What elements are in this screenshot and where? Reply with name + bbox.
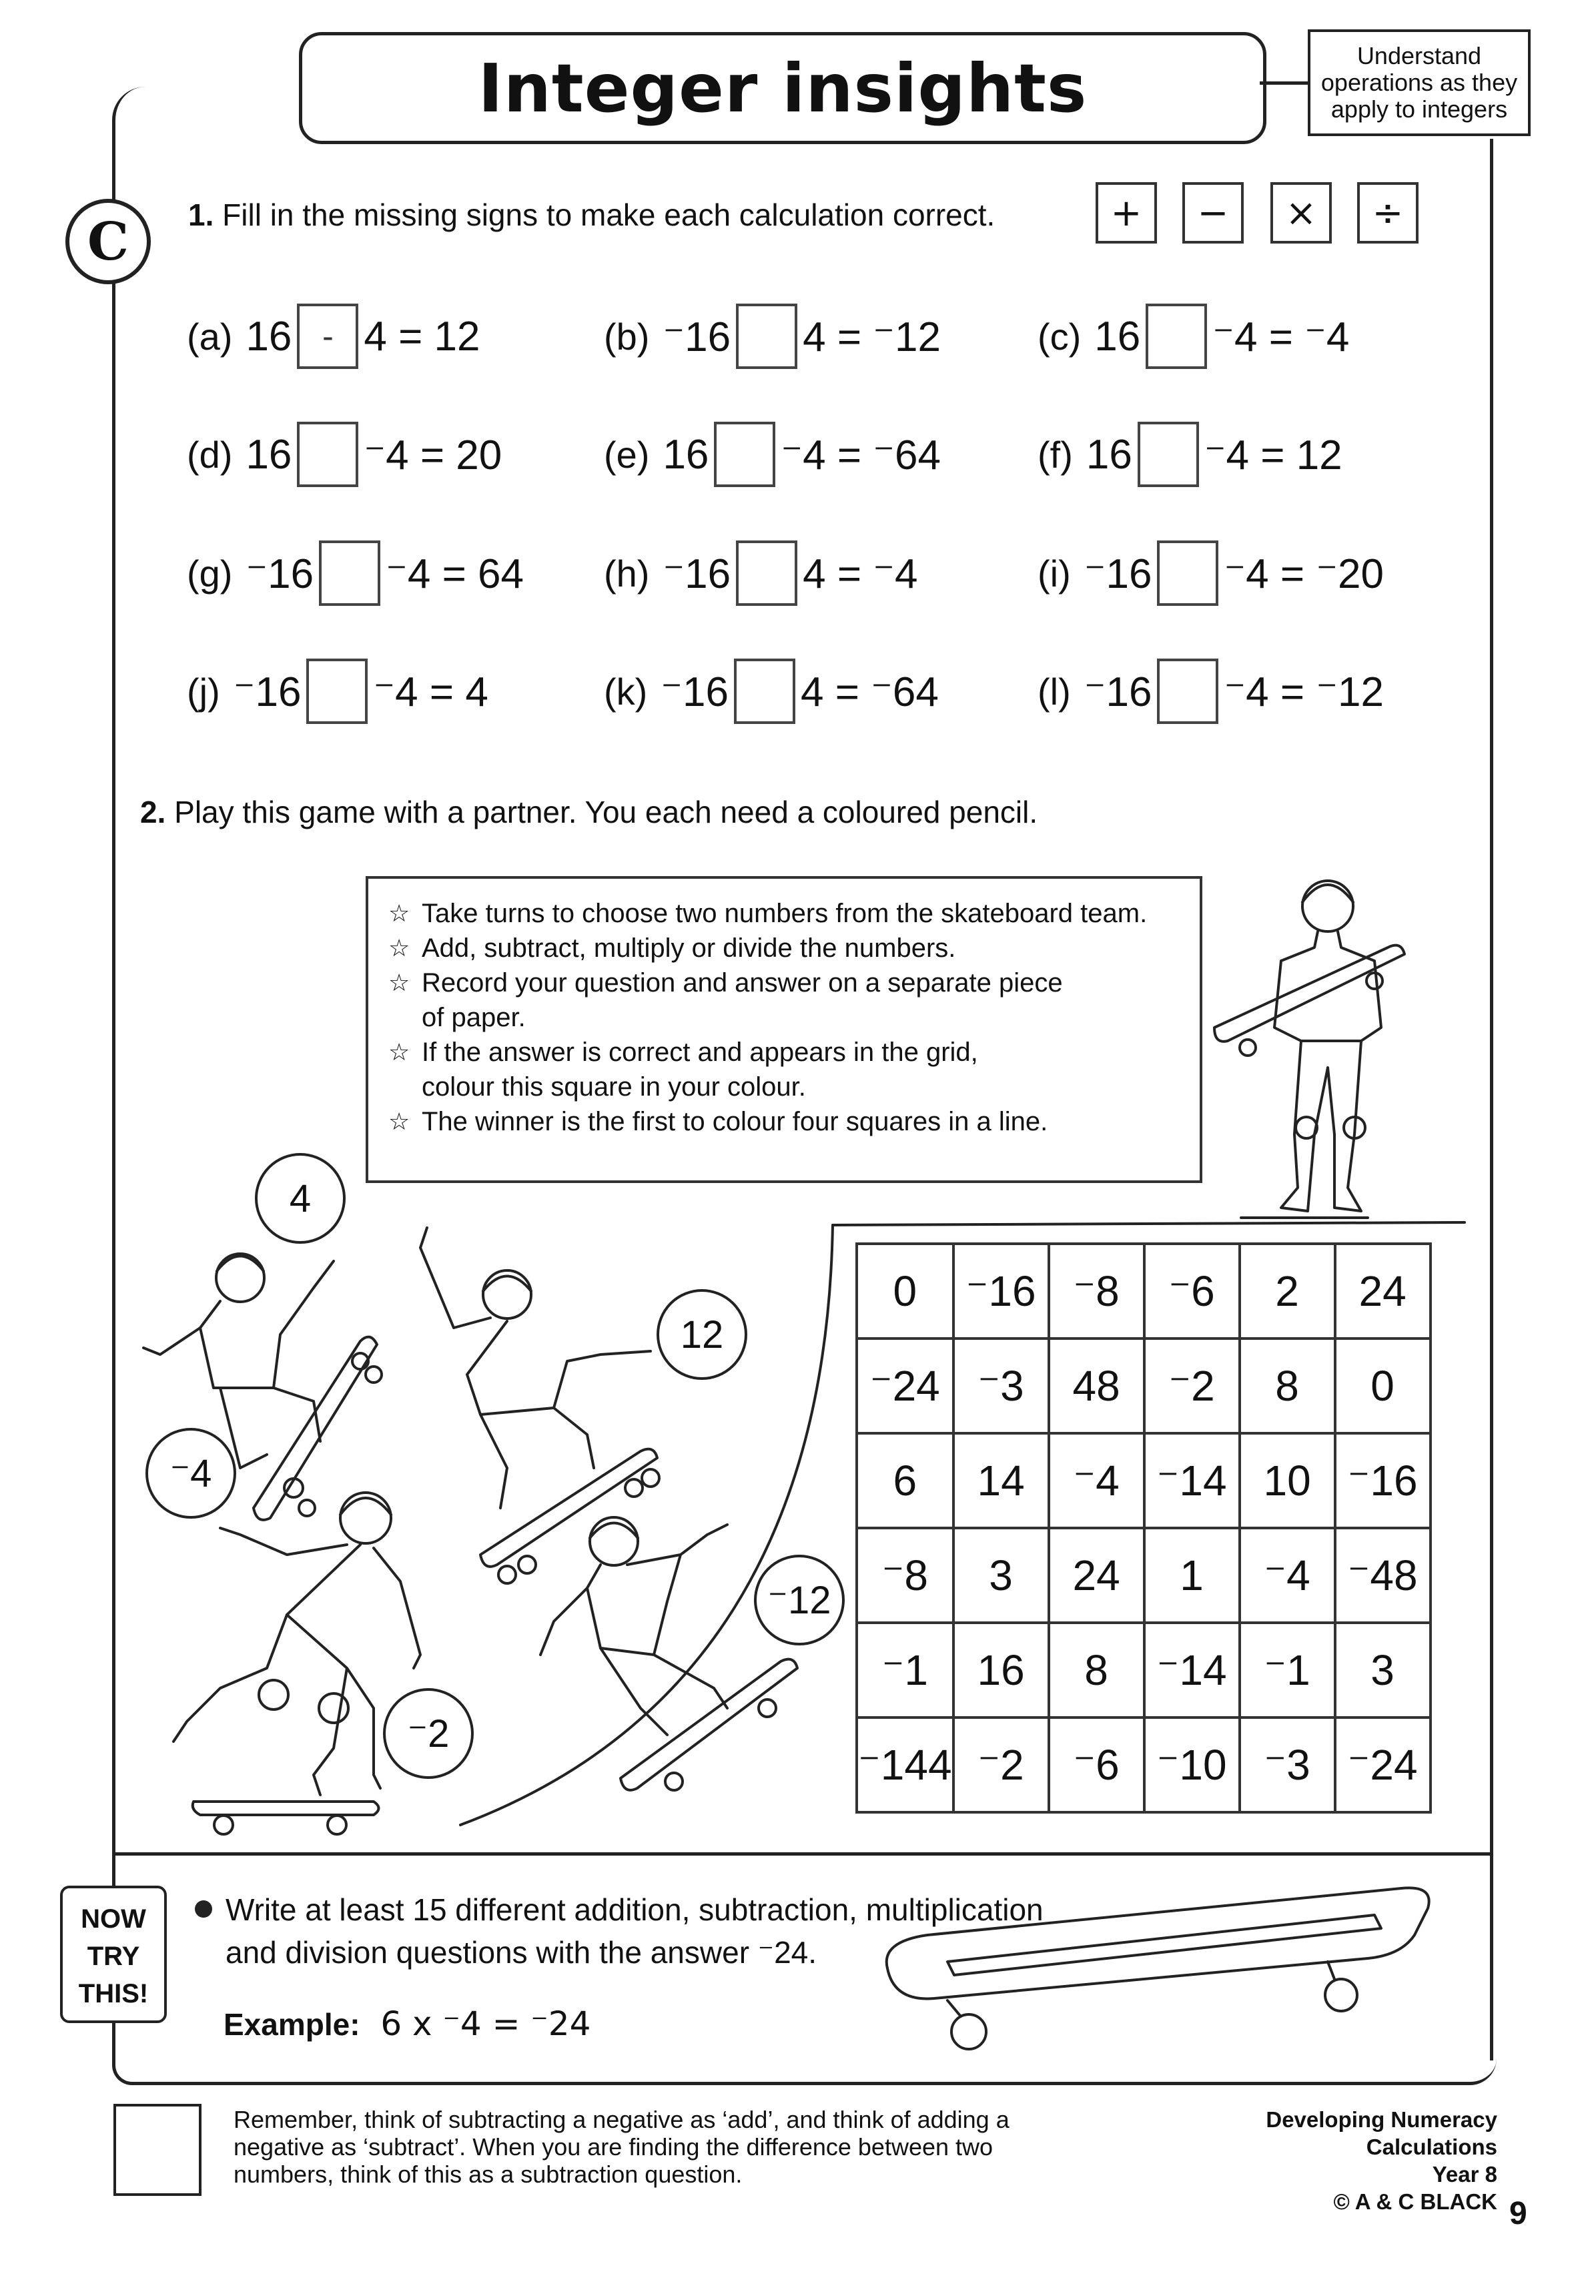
grid-cell[interactable]: ⁻8 — [1049, 1244, 1144, 1338]
grid-row — [857, 1244, 1431, 1338]
calc-left-operand: 16 — [1094, 313, 1141, 360]
number-bubble: 4 — [255, 1153, 346, 1244]
calc-label: (a) — [187, 315, 233, 358]
now-try-this-badge — [60, 1886, 167, 2023]
grid-cell[interactable]: ⁻3 — [953, 1338, 1049, 1433]
question-instruction: Fill in the missing signs to make each calculation correct. — [222, 198, 995, 232]
star-icon: ☆ — [388, 1038, 410, 1066]
grid-cell[interactable]: 8 — [1240, 1338, 1335, 1433]
objective-line: operations as they — [1320, 69, 1518, 96]
grid-cell[interactable]: ⁻6 — [1049, 1717, 1144, 1812]
grid-cell[interactable]: 24 — [1335, 1244, 1431, 1338]
times-sign-box: × — [1270, 182, 1332, 244]
grid-cell[interactable]: 0 — [857, 1244, 953, 1338]
calc-label: (h) — [604, 552, 650, 595]
calc-left-operand: ⁻16 — [663, 550, 731, 597]
credit-line: Calculations — [1366, 2135, 1497, 2159]
calc-right-side: 4 = ⁻64 — [801, 669, 939, 715]
calc-right-side: ⁻4 = ⁻12 — [1224, 669, 1384, 715]
rule-text: of paper. — [422, 1003, 526, 1032]
ramp-top — [833, 1222, 1465, 1225]
question-instruction: Play this game with a partner. You each need a coloured pencil. — [174, 795, 1038, 829]
skater-three — [173, 1493, 420, 1834]
grid-cell[interactable]: 3 — [953, 1528, 1049, 1623]
calc-right-side: 4 = ⁻12 — [803, 314, 941, 360]
section-divider — [112, 1852, 1493, 1856]
calc-label: (f) — [1038, 433, 1073, 476]
grid-cell[interactable]: 14 — [953, 1433, 1049, 1528]
star-icon: ☆ — [388, 969, 410, 996]
grid-cell[interactable]: 48 — [1049, 1338, 1144, 1433]
grid-cell[interactable]: 24 — [1049, 1528, 1144, 1623]
grid-row — [857, 1338, 1431, 1433]
grid-cell[interactable]: ⁻2 — [1144, 1338, 1240, 1433]
calc-left-operand: ⁻16 — [246, 550, 314, 597]
calc-right-side: ⁻4 = 20 — [364, 432, 502, 478]
grid-cell[interactable]: ⁻48 — [1335, 1528, 1431, 1623]
calc-right-side: ⁻4 = ⁻20 — [1224, 550, 1384, 597]
grid-cell[interactable]: 1 — [1144, 1528, 1240, 1623]
calc-right-side: ⁻4 = 4 — [373, 669, 488, 715]
rule-text: Record your question and answer on a separate piece — [422, 968, 1063, 998]
tip-line: Remember, think of subtracting a negative as ‘add’, and think of adding a — [234, 2106, 1010, 2133]
example-value: 6 x ⁻4 = ⁻24 — [380, 2004, 591, 2043]
calc-left-operand: 16 — [1086, 431, 1132, 478]
grid-cell[interactable]: ⁻1 — [1240, 1623, 1335, 1717]
rule-text: colour this square in your colour. — [422, 1072, 806, 1102]
grid-cell[interactable]: 6 — [857, 1433, 953, 1528]
badge-line: NOW — [81, 1904, 146, 1934]
grid-cell[interactable]: 8 — [1049, 1623, 1144, 1717]
grid-cell[interactable]: ⁻6 — [1144, 1244, 1240, 1338]
calc-left-operand: ⁻16 — [663, 314, 731, 360]
grid-cell[interactable]: ⁻144 — [857, 1717, 953, 1812]
grid-cell[interactable]: ⁻16 — [953, 1244, 1049, 1338]
tip-text — [234, 2106, 1121, 2188]
grid-cell[interactable]: 16 — [953, 1623, 1049, 1717]
question-number: 1. — [188, 198, 214, 232]
calc-right-side: 4 = 12 — [364, 313, 480, 360]
page-number: 9 — [1509, 2196, 1527, 2231]
number-bubble: ⁻4 — [145, 1428, 236, 1519]
grid-cell[interactable]: 3 — [1335, 1623, 1431, 1717]
grid-cell[interactable]: ⁻10 — [1144, 1717, 1240, 1812]
grid-cell[interactable]: ⁻3 — [1240, 1717, 1335, 1812]
calc-label: (k) — [604, 670, 648, 713]
badge-line: THIS! — [78, 1979, 149, 2008]
star-icon: ☆ — [388, 899, 410, 927]
number-bubble: 12 — [657, 1289, 747, 1380]
credit-line: © A & C BLACK — [1333, 2189, 1497, 2214]
calc-label: (e) — [604, 433, 650, 476]
grid-cell[interactable]: 0 — [1335, 1338, 1431, 1433]
grid-cell[interactable]: ⁻4 — [1240, 1528, 1335, 1623]
page-title: Integer insights — [478, 49, 1088, 127]
grid-cell[interactable]: ⁻8 — [857, 1528, 953, 1623]
standing-skater — [1214, 881, 1405, 1218]
calc-label: (g) — [187, 552, 233, 595]
calc-label: (j) — [187, 670, 220, 713]
grid-cell[interactable]: 2 — [1240, 1244, 1335, 1338]
calc-label: (i) — [1038, 552, 1071, 595]
tip-line: numbers, think of this as a subtraction question. — [234, 2161, 743, 2188]
grid-row — [857, 1528, 1431, 1623]
task-line: and division questions with the answer ⁻24. — [226, 1935, 817, 1970]
grid-cell[interactable]: ⁻14 — [1144, 1433, 1240, 1528]
tip-icon-box — [113, 2104, 202, 2196]
sign-answer-box[interactable]: - — [297, 304, 358, 369]
badge-line: TRY — [87, 1942, 140, 1971]
credit-line: Developing Numeracy — [1266, 2107, 1497, 2132]
grid-cell[interactable]: ⁻2 — [953, 1717, 1049, 1812]
calc-right-side: ⁻4 = 12 — [1204, 432, 1342, 478]
calc-label: (c) — [1038, 315, 1082, 358]
grid-row — [857, 1623, 1431, 1717]
grid-cell[interactable]: ⁻16 — [1335, 1433, 1431, 1528]
calc-left-operand: ⁻16 — [661, 669, 729, 715]
calc-right-side: ⁻4 = ⁻4 — [1212, 314, 1350, 360]
skater-two — [420, 1228, 659, 1583]
rule-text: The winner is the first to colour four squares in a line. — [422, 1107, 1048, 1136]
calc-right-side: 4 = ⁻4 — [803, 550, 918, 597]
example — [224, 2004, 590, 2043]
star-icon: ☆ — [388, 934, 410, 962]
credits — [1266, 2106, 1497, 2215]
calc-label: (d) — [187, 433, 233, 476]
grid-row — [857, 1717, 1431, 1812]
grid-cell[interactable]: ⁻14 — [1144, 1623, 1240, 1717]
skater-four — [540, 1517, 797, 1790]
star-icon: ☆ — [388, 1108, 410, 1135]
grid-cell[interactable]: ⁻1 — [857, 1623, 953, 1717]
grid-cell[interactable]: ⁻24 — [1335, 1717, 1431, 1812]
calc-left-operand: 16 — [246, 431, 292, 478]
rule-text: Add, subtract, multiply or divide the numbers. — [422, 933, 956, 963]
divide-sign-box: ÷ — [1357, 182, 1419, 244]
rule-text: If the answer is correct and appears in the grid, — [422, 1038, 978, 1067]
example-label: Example: — [224, 2007, 360, 2042]
number-bubble: ⁻12 — [754, 1555, 845, 1645]
calc-label: (b) — [604, 315, 650, 358]
calc-left-operand: 16 — [246, 313, 292, 360]
grid-cell[interactable]: ⁻24 — [857, 1338, 953, 1433]
now-try-task — [193, 1888, 1094, 1974]
answer-grid — [855, 1242, 1432, 1814]
objective-line: apply to integers — [1330, 95, 1508, 123]
calc-right-side: ⁻4 = 64 — [386, 550, 524, 597]
number-bubble: ⁻2 — [383, 1688, 474, 1779]
plus-sign-box: + — [1096, 182, 1157, 244]
calc-left-operand: ⁻16 — [1084, 669, 1152, 715]
credit-line: Year 8 — [1432, 2162, 1497, 2187]
objective-line: Understand — [1356, 42, 1482, 69]
calc-left-operand: ⁻16 — [1084, 550, 1152, 597]
calc-left-operand: ⁻16 — [233, 669, 302, 715]
minus-sign-box: − — [1182, 182, 1244, 244]
section-badge: C — [65, 199, 151, 284]
rule-text: Take turns to choose two numbers from the skateboard team. — [422, 899, 1148, 928]
calc-left-operand: 16 — [663, 431, 709, 478]
calc-right-side: ⁻4 = ⁻64 — [781, 432, 941, 478]
task-line: Write at least 15 different addition, subtraction, multiplication — [226, 1892, 1044, 1927]
ramp-curve — [460, 1225, 833, 1825]
grid-cell[interactable]: ⁻4 — [1049, 1433, 1144, 1528]
calc-label: (l) — [1038, 670, 1071, 713]
question-number: 2. — [140, 795, 166, 829]
tip-line: negative as ‘subtract’. When you are finding the difference between two — [234, 2133, 993, 2161]
grid-row — [857, 1433, 1431, 1528]
grid-cell[interactable]: 10 — [1240, 1433, 1335, 1528]
